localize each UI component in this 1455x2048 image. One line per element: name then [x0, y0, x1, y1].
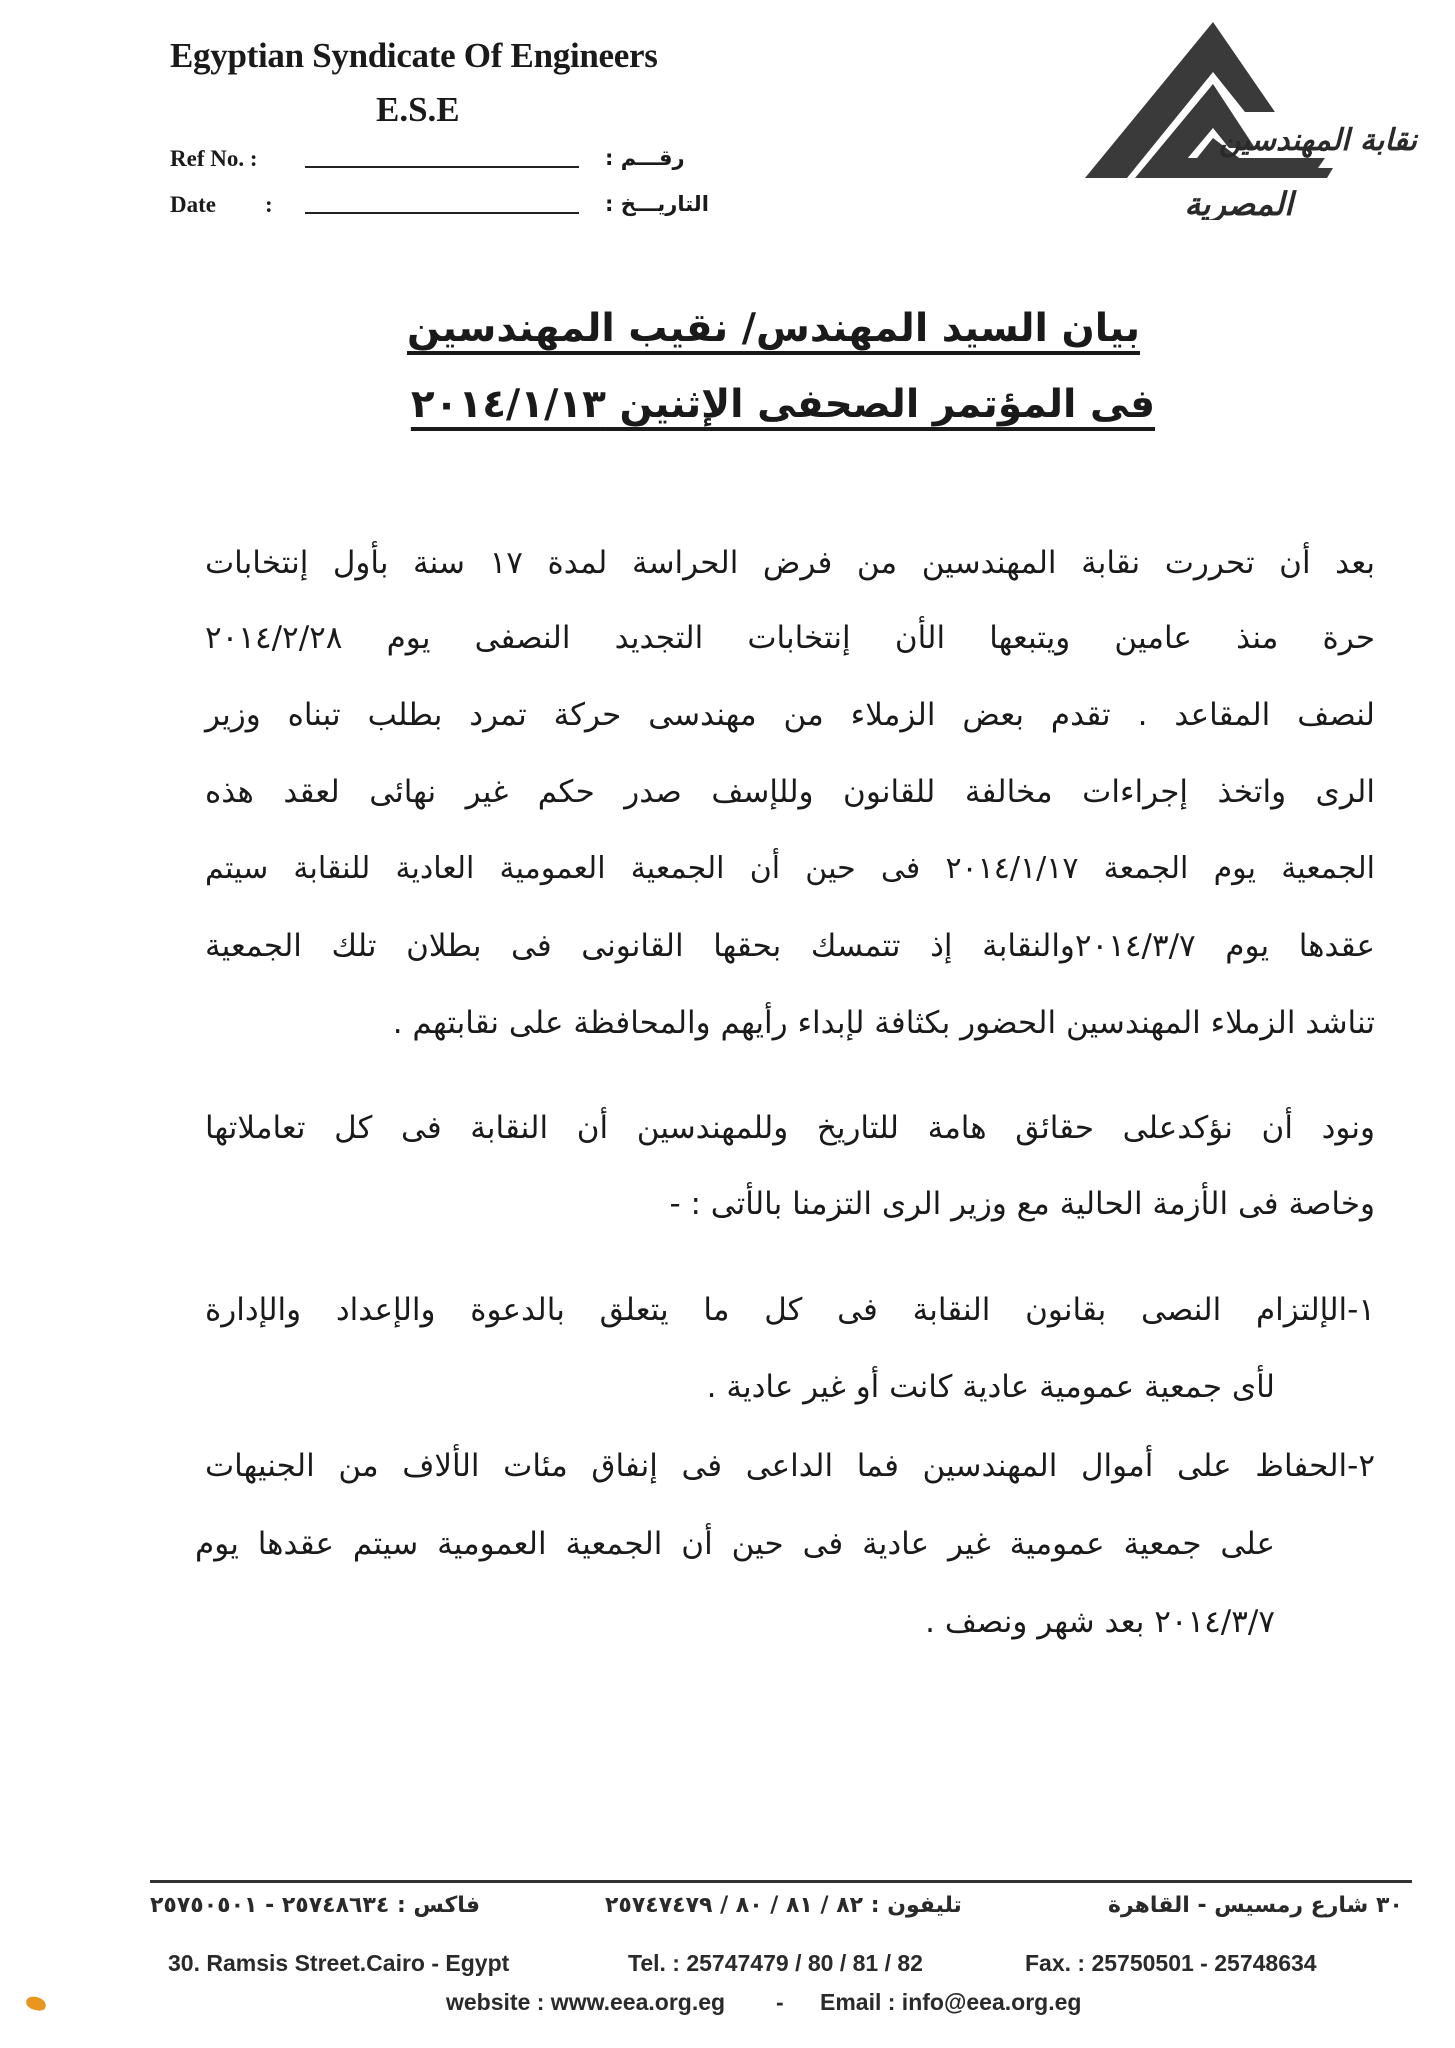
logo-text-line1: نقابة المهندسين — [1218, 123, 1417, 158]
ref-number-label-arabic: رقـــم : — [605, 146, 685, 170]
footer-separator: - — [776, 1989, 784, 2015]
list-item-2-line-3: ٢٠١٤/٣/٧ بعد شهر ونصف . — [925, 1604, 1275, 1640]
footer-telephone: Tel. : 25747479 / 80 / 81 / 82 — [628, 1950, 923, 1976]
footer-address-english: 30. Ramsis Street.Cairo - Egypt — [168, 1950, 510, 1976]
organization-name: Egyptian Syndicate Of Engineers — [170, 36, 658, 75]
logo-text-line2: المصرية — [1184, 185, 1293, 220]
date-label: Date — [170, 192, 216, 217]
list-item-2-line-1: ٢-الحفاظ على أموال المهندسين فما الداعى فى إنفاق مئات الألاف من الجنيهات — [205, 1448, 1375, 1484]
syndicate-logo — [1075, 20, 1435, 220]
paragraph-1-line-6: عقدها يوم ٢٠١٤/٣/٧والنقابة إذ تتمسك بحقها القانونى فى بطلان تلك الجمعية — [205, 928, 1375, 964]
date-field-line — [305, 212, 579, 214]
paragraph-2-line-1: ونود أن نؤكدعلى حقائق هامة للتاريخ وللمهندسين أن النقابة فى كل تعاملاتها — [205, 1110, 1375, 1146]
footer-divider — [150, 1880, 1412, 1883]
footer-fax-arabic: فاكس : ٢٥٧٤٨٦٣٤ - ٢٥٧٥٠٥٠١ — [150, 1893, 480, 1918]
paragraph-1-line-5: الجمعية يوم الجمعة ٢٠١٤/١/١٧ فى حين أن الجمعية العمومية العادية للنقابة سيتم — [205, 851, 1375, 886]
footer-address-arabic: ٣٠ شارع رمسيس - القاهرة — [1108, 1893, 1403, 1918]
footer-email-link[interactable]: Email : info@eea.org.eg — [820, 1989, 1082, 2015]
list-item-1-line-1: ١-الإلتزام النصى بقانون النقابة فى كل ما يتعلق بالدعوة والإعداد والإدارة — [205, 1292, 1375, 1328]
paragraph-2-line-2: وخاصة فى الأزمة الحالية مع وزير الرى التزمنا بالأتى : - — [669, 1186, 1375, 1222]
statement-subtitle: فى المؤتمر الصحفى الإثنين ٢٠١٤/١/١٣ — [410, 382, 1155, 427]
footer-phone-arabic: تليفون : ٨٢ / ٨١ / ٨٠ / ٢٥٧٤٧٤٧٩ — [605, 1893, 962, 1918]
date-colon: : — [265, 192, 273, 217]
paragraph-1-line-7: تناشد الزملاء المهندسين الحضور بكثافة لإبداء رأيهم والمحافظة على نقابتهم . — [392, 1005, 1375, 1041]
paragraph-1-line-3: لنصف المقاعد . تقدم بعض الزملاء من مهندسى حركة تمرد بطلب تبناه وزير — [205, 697, 1375, 733]
orange-stain-mark — [25, 1995, 47, 2012]
paragraph-1-line-2: حرة منذ عامين ويتبعها الأن إنتخابات التجديد النصفى يوم ٢٠١٤/٢/٢٨ — [205, 620, 1375, 656]
ref-number-field-line — [305, 166, 579, 168]
logo-pyramid-icon — [1075, 20, 1435, 220]
footer-website-link[interactable]: website : www.eea.org.eg — [446, 1989, 726, 2015]
footer-fax: Fax. : 25750501 - 25748634 — [1025, 1950, 1317, 1976]
statement-title: بيان السيد المهندس/ نقيب المهندسين — [406, 306, 1140, 351]
paragraph-1-line-4: الرى واتخذ إجراءات مخالفة للقانون وللإسف صدر حكم غير نهائى لعقد هذه — [205, 774, 1375, 810]
date-label-arabic: التاريـــخ : — [605, 192, 709, 216]
list-item-2-line-2: على جمعية عمومية غير عادية فى حين أن الجمعية العمومية سيتم عقدها يوم — [195, 1526, 1275, 1562]
organization-abbreviation: E.S.E — [376, 90, 460, 129]
ref-number-label: Ref No. : — [170, 146, 258, 171]
paragraph-1-line-1: بعد أن تحررت نقابة المهندسين من فرض الحراسة لمدة ١٧ سنة بأول إنتخابات — [205, 545, 1376, 581]
list-item-1-line-2: لأى جمعية عمومية عادية كانت أو غير عادية . — [706, 1369, 1275, 1405]
